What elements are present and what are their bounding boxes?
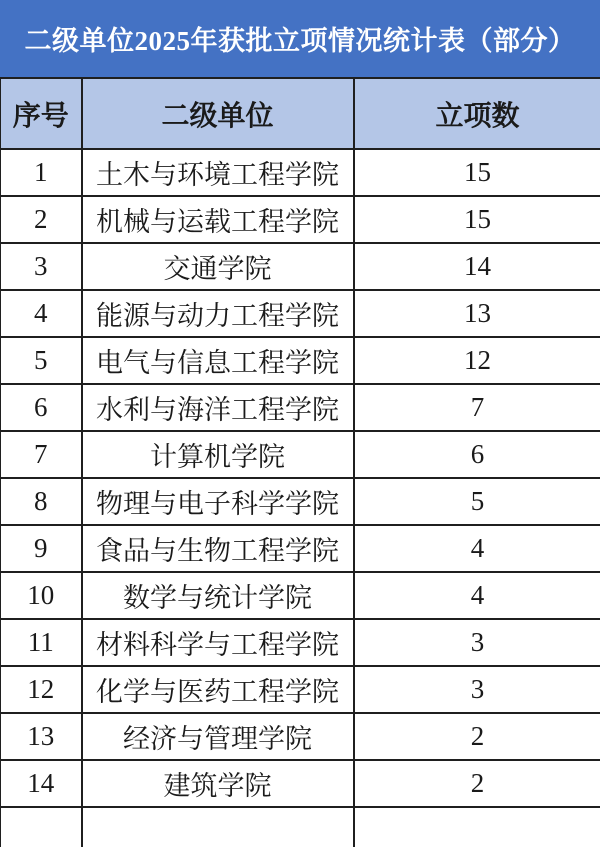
table-row (1, 666, 600, 713)
table-row (1, 478, 600, 525)
table-row (1, 619, 600, 666)
column-header-serial: 序号 (1, 78, 82, 149)
table-row (1, 572, 600, 619)
cell-project-count: 6 (354, 431, 600, 478)
cell-project-count: 13 (354, 290, 600, 337)
cell-serial-number: 14 (1, 760, 82, 807)
cell-serial-number: 7 (1, 431, 82, 478)
partial-row-clipped (1, 807, 600, 847)
cell-serial-number: 8 (1, 478, 82, 525)
table-row (1, 431, 600, 478)
stats-table (0, 77, 600, 847)
cell-serial-number: 11 (1, 619, 82, 666)
cell-unit-name: 水利与海洋工程学院 (82, 384, 354, 431)
column-header-count: 立项数 (354, 78, 600, 149)
cell-unit-name: 食品与生物工程学院 (82, 525, 354, 572)
table-row (1, 760, 600, 807)
table-row (1, 713, 600, 760)
cell-serial-number: 1 (1, 149, 82, 196)
table-row (1, 149, 600, 196)
cell-project-count: 12 (354, 337, 600, 384)
cell-unit-name: 电气与信息工程学院 (82, 337, 354, 384)
cell-unit-name: 物理与电子科学学院 (82, 478, 354, 525)
cell-serial-number: 3 (1, 243, 82, 290)
cell-project-count: 15 (354, 149, 600, 196)
cell-unit-name: 计算机学院 (82, 431, 354, 478)
cell-unit-name: 机械与运载工程学院 (82, 196, 354, 243)
table-row (1, 290, 600, 337)
table-title: 二级单位2025年获批立项情况统计表（部分） (24, 26, 576, 56)
cell-project-count: 7 (354, 384, 600, 431)
table-title-bar (0, 0, 600, 77)
cell-unit-name: 化学与医药工程学院 (82, 666, 354, 713)
cell-serial-number: 5 (1, 337, 82, 384)
cell-serial-number: 6 (1, 384, 82, 431)
table-row (1, 525, 600, 572)
cell-unit-name (82, 807, 354, 847)
cell-unit-name: 建筑学院 (82, 760, 354, 807)
cell-project-count: 4 (354, 525, 600, 572)
cell-serial-number (1, 807, 82, 847)
table-row (1, 384, 600, 431)
cell-project-count: 2 (354, 713, 600, 760)
cell-project-count (354, 807, 600, 847)
table-row (1, 243, 600, 290)
cell-project-count: 15 (354, 196, 600, 243)
table-row (1, 337, 600, 384)
cell-serial-number: 2 (1, 196, 82, 243)
cell-project-count: 14 (354, 243, 600, 290)
header-row (1, 78, 600, 149)
cell-project-count: 4 (354, 572, 600, 619)
cell-unit-name: 经济与管理学院 (82, 713, 354, 760)
cell-serial-number: 9 (1, 525, 82, 572)
cell-unit-name: 能源与动力工程学院 (82, 290, 354, 337)
cell-unit-name: 材料科学与工程学院 (82, 619, 354, 666)
column-header-unit: 二级单位 (82, 78, 354, 149)
cell-serial-number: 12 (1, 666, 82, 713)
table-row (1, 196, 600, 243)
cell-serial-number: 10 (1, 572, 82, 619)
cell-project-count: 2 (354, 760, 600, 807)
cell-unit-name: 交通学院 (82, 243, 354, 290)
cell-serial-number: 13 (1, 713, 82, 760)
cell-project-count: 3 (354, 666, 600, 713)
cell-unit-name: 土木与环境工程学院 (82, 149, 354, 196)
cell-project-count: 5 (354, 478, 600, 525)
cell-unit-name: 数学与统计学院 (82, 572, 354, 619)
cell-project-count: 3 (354, 619, 600, 666)
cell-serial-number: 4 (1, 290, 82, 337)
